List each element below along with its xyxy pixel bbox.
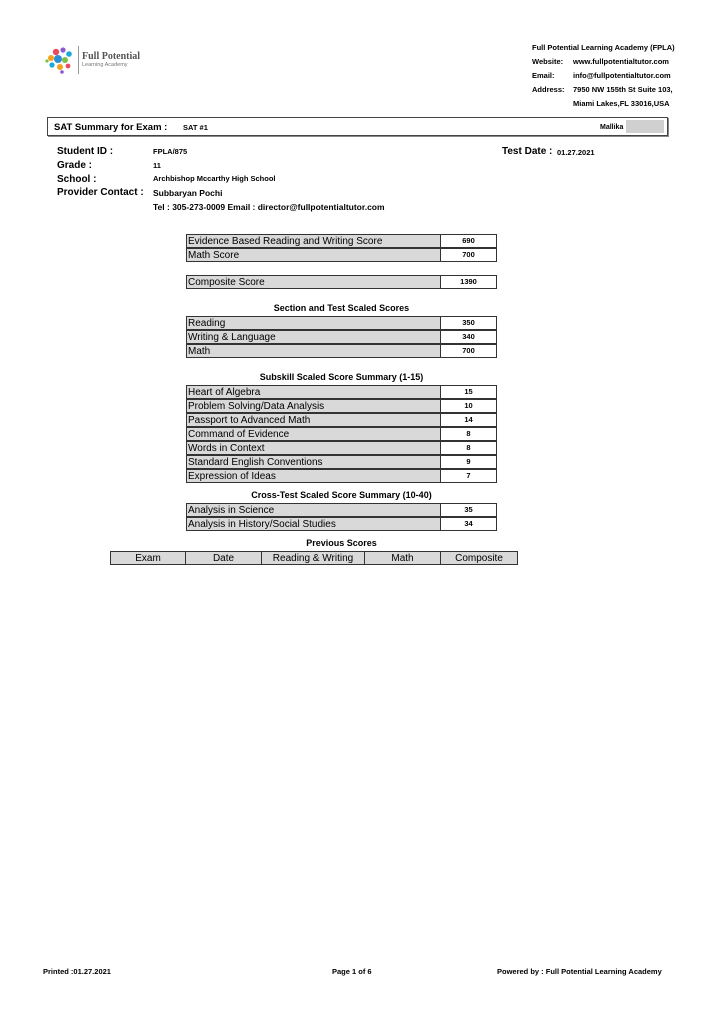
- score-label: Heart of Algebra: [186, 385, 441, 399]
- cross-test-scores-title: Cross-Test Scaled Score Summary (10-40): [251, 490, 432, 500]
- score-value: 7: [441, 469, 497, 483]
- section-scores-title: Section and Test Scaled Scores: [273, 303, 410, 313]
- provider-contact-details: Tel : 305-273-0009 Email : director@fullpotentialtutor.com: [153, 202, 385, 212]
- test-date-value: 01.27.2021: [557, 148, 595, 157]
- score-row: [186, 503, 497, 517]
- score-label: Command of Evidence: [186, 427, 441, 441]
- logo-name: Full Potential: [82, 51, 141, 62]
- score-value: 10: [441, 399, 497, 413]
- composite-score-row: [186, 275, 497, 289]
- score-label: Math Score: [186, 248, 441, 262]
- student-id-label: Student ID :: [57, 146, 114, 157]
- score-label: Analysis in Science: [186, 503, 441, 517]
- previous-scores-header: [110, 551, 518, 565]
- score-row: [186, 316, 497, 330]
- previous-scores-title: Previous Scores: [306, 538, 377, 548]
- score-label: Words in Context: [186, 441, 441, 455]
- score-row: [186, 517, 497, 531]
- website-label: Website:: [532, 57, 564, 66]
- score-label: Analysis in History/Social Studies: [186, 517, 441, 531]
- score-value: 8: [441, 427, 497, 441]
- column-header-composite: Composite: [441, 551, 518, 565]
- exam-title: SAT Summary for Exam :: [54, 122, 168, 133]
- score-label: Problem Solving/Data Analysis: [186, 399, 441, 413]
- score-label: Writing & Language: [186, 330, 441, 344]
- school-value: Archbishop Mccarthy High School: [153, 174, 276, 183]
- org-title: Full Potential Learning Academy (FPLA): [532, 43, 675, 52]
- logo-divider: [78, 46, 79, 74]
- score-row: [186, 330, 497, 344]
- school-label: School :: [57, 174, 97, 185]
- score-label: Expression of Ideas: [186, 469, 441, 483]
- column-header-exam: Exam: [110, 551, 186, 565]
- score-value: 35: [441, 503, 497, 517]
- score-value: 700: [441, 248, 497, 262]
- score-row: [186, 248, 497, 262]
- email-label: Email:: [532, 71, 555, 80]
- grade-value: 11: [153, 161, 161, 170]
- composite-score-label: Composite Score: [186, 275, 441, 289]
- name-redaction-box: [626, 120, 664, 133]
- score-label: Reading: [186, 316, 441, 330]
- score-value: 15: [441, 385, 497, 399]
- score-value: 350: [441, 316, 497, 330]
- logo-subtitle: Learning Academy: [82, 62, 128, 68]
- score-row: [186, 469, 497, 483]
- score-label: Standard English Conventions: [186, 455, 441, 469]
- score-value: 14: [441, 413, 497, 427]
- student-name: Mallika: [600, 124, 624, 131]
- address-line1: 7950 NW 155th St Suite 103,: [573, 85, 673, 94]
- exam-header-bar: [47, 117, 668, 136]
- score-row: [186, 234, 497, 248]
- score-value: 8: [441, 441, 497, 455]
- score-row: [186, 427, 497, 441]
- column-header-reading-writing: Reading & Writing: [262, 551, 365, 565]
- address-label: Address:: [532, 85, 565, 94]
- powered-by: Powered by : Full Potential Learning Academy: [497, 967, 662, 976]
- score-value: 340: [441, 330, 497, 344]
- column-header-date: Date: [186, 551, 262, 565]
- grade-label: Grade :: [57, 160, 93, 171]
- score-row: [186, 441, 497, 455]
- score-label: Passport to Advanced Math: [186, 413, 441, 427]
- score-value: 690: [441, 234, 497, 248]
- exam-name: SAT #1: [183, 123, 208, 132]
- page-number: Page 1 of 6: [332, 967, 372, 976]
- website-link[interactable]: www.fullpotentialtutor.com: [573, 57, 669, 66]
- provider-value: Subbaryan Pochi: [153, 188, 223, 198]
- score-value: 9: [441, 455, 497, 469]
- provider-label: Provider Contact :: [57, 187, 144, 198]
- score-value: 700: [441, 344, 497, 358]
- score-row: [186, 344, 497, 358]
- student-id-value: FPLA/875: [153, 147, 188, 156]
- academy-logo-icon: [42, 44, 78, 76]
- score-row: [186, 399, 497, 413]
- score-row: [186, 385, 497, 399]
- score-row: [186, 413, 497, 427]
- composite-score-value: 1390: [441, 275, 497, 289]
- test-date-label: Test Date :: [502, 146, 553, 157]
- score-row: [186, 455, 497, 469]
- score-label: Evidence Based Reading and Writing Score: [186, 234, 441, 248]
- printed-date: Printed :01.27.2021: [43, 967, 111, 976]
- address-line2: Miami Lakes,FL 33016,USA: [573, 99, 670, 108]
- score-value: 34: [441, 517, 497, 531]
- score-label: Math: [186, 344, 441, 358]
- subskill-scores-title: Subskill Scaled Score Summary (1-15): [259, 372, 424, 382]
- column-header-math: Math: [365, 551, 441, 565]
- email-link[interactable]: info@fullpotentialtutor.com: [573, 71, 671, 80]
